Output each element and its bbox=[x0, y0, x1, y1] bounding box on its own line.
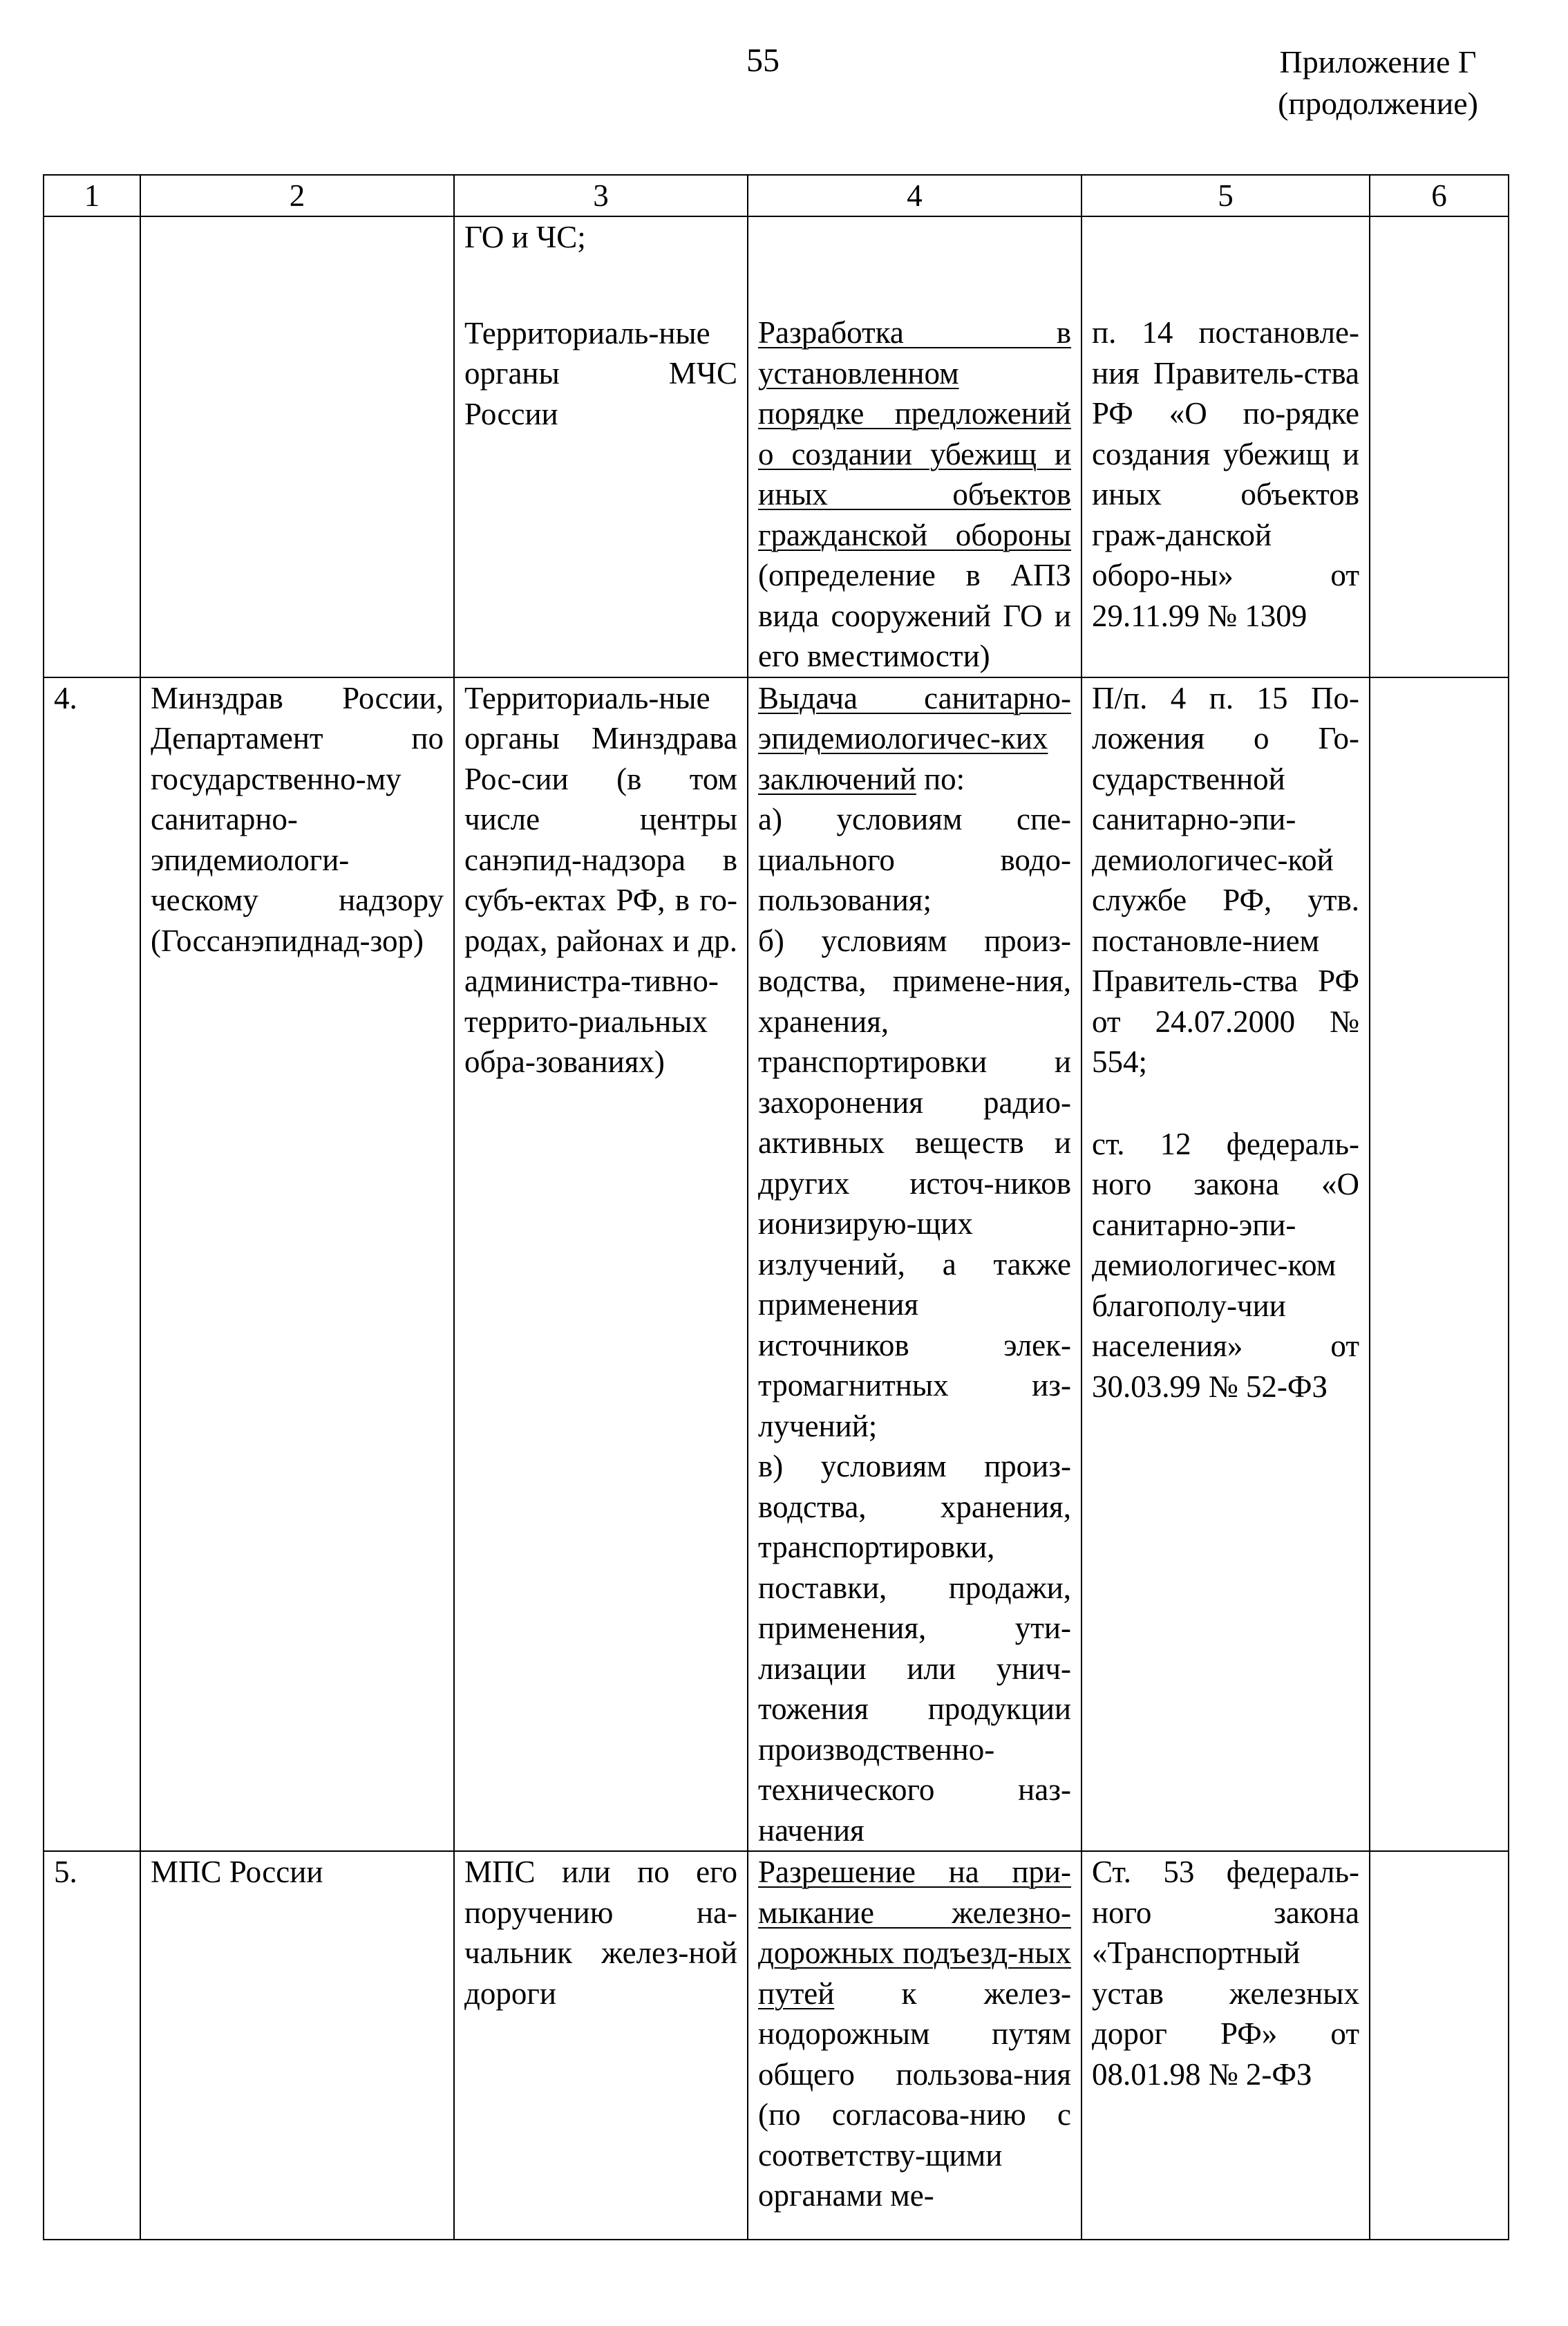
table-cell bbox=[140, 1851, 454, 2240]
column-header: 6 bbox=[1370, 175, 1509, 216]
column-header: 4 bbox=[748, 175, 1081, 216]
table-cell bbox=[454, 216, 748, 677]
regulatory-table bbox=[43, 174, 1509, 2240]
page-number: 55 bbox=[746, 42, 780, 79]
table-cell bbox=[1370, 216, 1509, 677]
legal-basis-text: ст. 12 федераль-ного закона «О санитарно-эпи-демиологичес-ком благополу-чии населения» от 30.03.99 № 52-ФЗ bbox=[1092, 1126, 1359, 1404]
table-cell bbox=[44, 216, 140, 677]
procedure-text bbox=[758, 312, 1071, 677]
table-cell bbox=[1081, 1851, 1370, 2240]
table-cell bbox=[1081, 677, 1370, 1852]
legal-basis-text: п. 14 постановле-ния Правитель-ства РФ «О по-рядке создания убежищ и иных объектов граж-данской оборо-ны» от 29.11.99 № 1309 bbox=[1092, 315, 1359, 633]
procedure-text bbox=[758, 678, 1071, 800]
procedure-rest: к желез-нодорожным путям общего пользова-ния (по согласова-нию с соответству-щими органами ме- bbox=[758, 1976, 1071, 2213]
table-row-4 bbox=[44, 677, 1509, 1852]
procedure-underlined: Разработка в установленном порядке предложений о создании убежищ и иных объектов гражданской обороны bbox=[758, 315, 1071, 552]
table-row-continuation bbox=[44, 216, 1509, 677]
table-cell bbox=[748, 216, 1081, 677]
table-header-row bbox=[44, 175, 1509, 216]
table-cell bbox=[1370, 677, 1509, 1852]
table-row-5 bbox=[44, 1851, 1509, 2240]
column-header: 3 bbox=[454, 175, 748, 216]
appendix-note: (продолжение) bbox=[1278, 86, 1478, 121]
row-number: 4. bbox=[44, 677, 140, 1852]
table-cell bbox=[748, 677, 1081, 1852]
appendix-title: Приложение Г bbox=[1279, 44, 1477, 79]
table-cell bbox=[454, 677, 748, 1852]
table-cell bbox=[140, 216, 454, 677]
column-header: 5 bbox=[1081, 175, 1370, 216]
table-cell bbox=[140, 677, 454, 1852]
authority-text: Территориаль-ные органы МЧС России bbox=[464, 315, 737, 431]
legal-basis-text: Ст. 53 федераль-ного закона «Транспортный устав железных дорог РФ» от 08.01.98 № 2-ФЗ bbox=[1092, 1855, 1359, 2092]
procedure-item-a: а) условиям спе-циального водо-пользования; bbox=[758, 802, 1071, 917]
procedure-underlined: Выдача санитарно-эпидемиологичес-ких заключений bbox=[758, 680, 1071, 796]
authority-text: МПС или по его поручению на-чальник желез-ной дороги bbox=[464, 1855, 737, 2011]
table-cell bbox=[1081, 216, 1370, 677]
legal-basis-text: П/п. 4 п. 15 По-ложения о Го-сударственной санитарно-эпи-демиологичес-кой службе РФ, утв. постановле-нием Правитель-ства РФ от 24.07.2000 № 554; bbox=[1092, 680, 1359, 1079]
procedure-item-b: б) условиям произ-водства, примене-ния, хранения, транспортировки и захоронения радио-активных веществ и других источ-ников ионизирую-щих излучений, а также применения источников элек-тромагнитных из-лучений; bbox=[758, 923, 1071, 1443]
row-number: 5. bbox=[44, 1851, 140, 2240]
procedure-item-c: в) условиям произ-водства, хранения, транспортировки, поставки, продажи, применения, ути-лизации или унич-тожения продукции производственно-технического наз-начения bbox=[758, 1449, 1071, 1848]
ministry-text: МПС России bbox=[151, 1855, 323, 1889]
authority-text: Территориаль-ные органы Минздрава Рос-сии (в том числе центры санэпид-надзора в субъ-ектах РФ, в го-родах, районах и др. администра-тивно-террито-риальных обра-зованиях) bbox=[464, 680, 737, 1079]
appendix-label bbox=[1278, 41, 1478, 124]
column-header: 2 bbox=[140, 175, 454, 216]
table-cell bbox=[1370, 1851, 1509, 2240]
ministry-text: Минздрав России, Департамент по государственно-му санитарно-эпидемиологи-ческому надзору (Госсанэпиднад-зор) bbox=[151, 680, 444, 958]
procedure-text bbox=[758, 1852, 1071, 2216]
procedure-rest: по: bbox=[916, 761, 965, 796]
procedure-underlined: Разрешение на при-мыкание железно-дорожных подъезд-ных путей bbox=[758, 1855, 1071, 2011]
procedure-rest: (определение в АПЗ вида сооружений ГО и его вместимости) bbox=[758, 558, 1071, 673]
authority-text: ГО и ЧС; bbox=[464, 220, 586, 254]
table-cell bbox=[454, 1851, 748, 2240]
column-header: 1 bbox=[44, 175, 140, 216]
table-cell bbox=[748, 1851, 1081, 2240]
